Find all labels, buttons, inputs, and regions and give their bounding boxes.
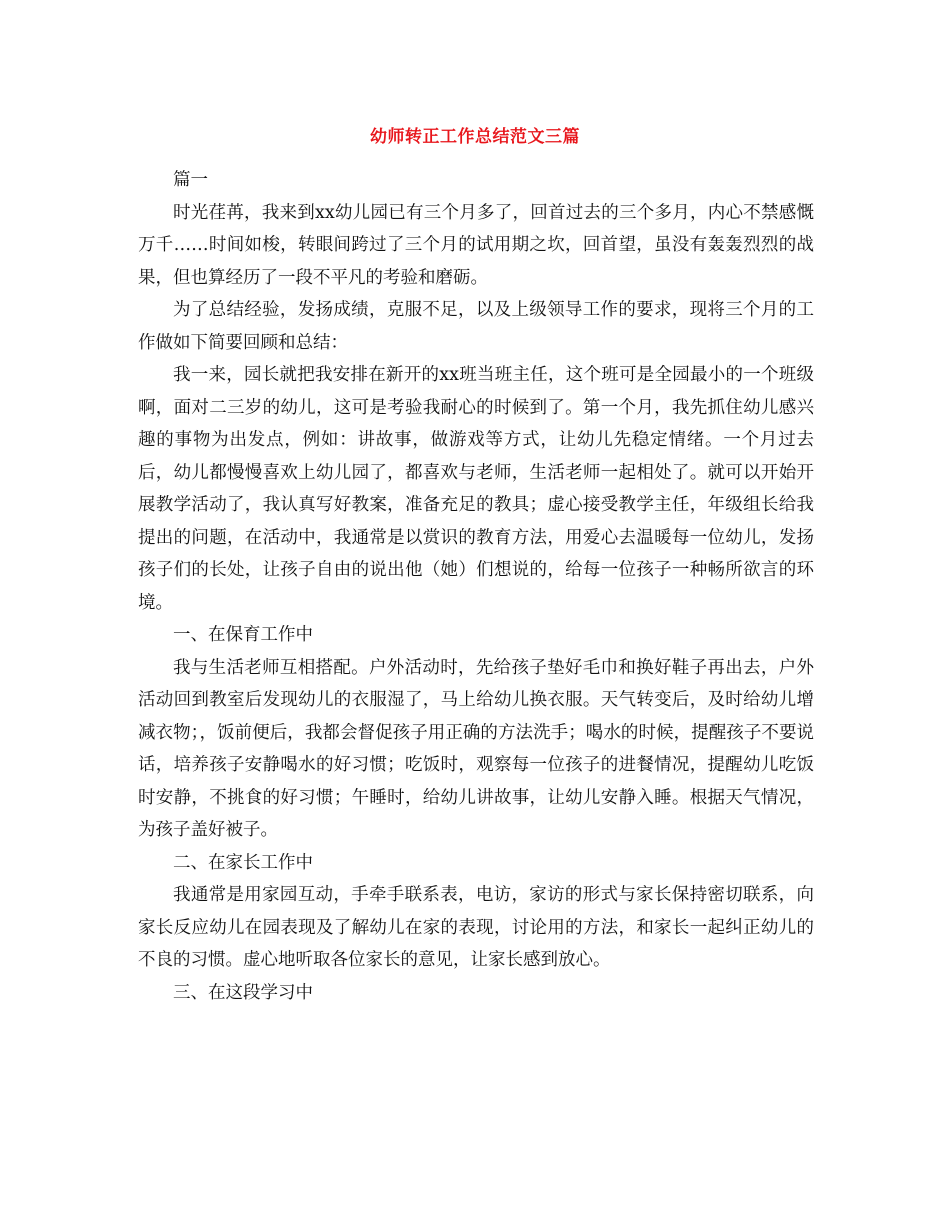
paragraph-teaching: 我一来，园长就把我安排在新开的xx班当班主任，这个班可是全园最小的一个班级啊，面对二三岁的幼儿，这可是考验我耐心的时候到了。第一个月，我先抓住幼儿感兴趣的事物为出发点，例如：讲故事，做游戏等方式，让幼儿先稳定情绪。一个月过去后，幼儿都慢慢喜欢上幼儿园了，都喜欢与老师，生活老师一起相处了。就可以开始开展教学活动了，我认真写好教案，准备充足的教具；虚心接受教学主任，年级组长给我提出的问题，在活动中，我通常是以赏识的教育方法，用爱心去温暖每一位幼儿，发扬孩子们的长处，让孩子自由的说出他（她）们想说的，给每一位孩子一种畅所欲言的环境。 xyxy=(138,365,814,613)
section-heading-learning: 三、在这段学习中 xyxy=(173,982,313,1003)
document-title: 幼师转正工作总结范文三篇 xyxy=(370,127,580,147)
section-heading-care-work: 一、在保育工作中 xyxy=(173,625,313,645)
document-body xyxy=(138,164,814,1009)
section-heading-parent-work: 二、在家长工作中 xyxy=(173,852,313,873)
paragraph-parent-work: 我通常是用家园互动，手牵手联系表，电访，家访的形式与家长保持密切联系，向家长反应幼儿在园表现及了解幼儿在家的表现，讨论用的方法，和家长一起纠正幼儿的不良的习惯。虚心地听取各位家长的意见，让家长感到放心。 xyxy=(138,885,814,970)
paragraph-purpose: 为了总结经验，发扬成绩，克服不足，以及上级领导工作的要求，现将三个月的工作做如下简要回顾和总结： xyxy=(138,300,814,353)
paragraph-intro: 时光荏苒，我来到xx幼儿园已有三个月多了，回首过去的三个多月，内心不禁感慨万千……时间如梭，转眼间跨过了三个月的试用期之坎，回首望，虽没有轰轰烈烈的战果，但也算经历了一段不平凡的考验和磨砺。 xyxy=(138,202,814,288)
section-heading-part-one: 篇一 xyxy=(173,170,208,190)
paragraph-care-work: 我与生活老师互相搭配。户外活动时，先给孩子垫好毛巾和换好鞋子再出去，户外活动回到教室后发现幼儿的衣服湿了，马上给幼儿换衣服。天气转变后，及时给幼儿增减衣物；，饭前便后，我都会督促孩子用正确的方法洗手；喝水的时候，提醒孩子不要说话，培养孩子安静喝水的好习惯；吃饭时，观察每一位孩子的进餐情况，提醒幼儿吃饭时安静，不挑食的好习惯；午睡时，给幼儿讲故事，让幼儿安静入睡。根据天气情况，为孩子盖好被子。 xyxy=(138,657,814,840)
